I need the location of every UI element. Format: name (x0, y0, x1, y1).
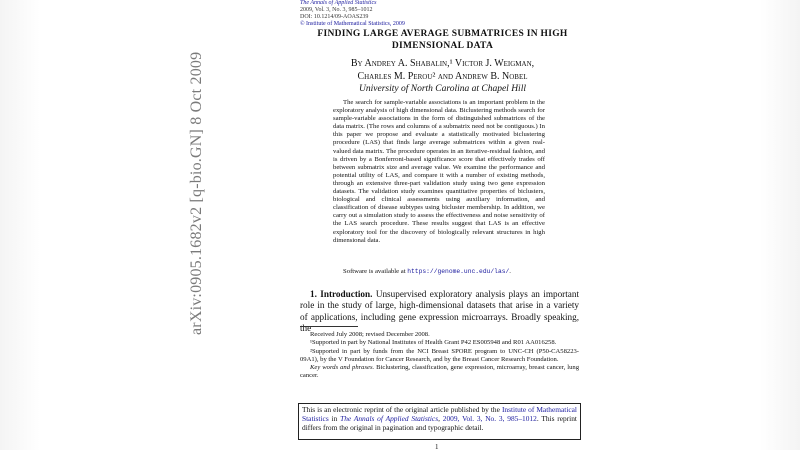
footnote-1: ¹Supported in part by National Institutes of Health Grant P42 ES005948 and R01 AA016258. (310, 339, 557, 347)
software-link[interactable]: https://genome.unc.edu/las/ (407, 268, 510, 275)
affiliation: University of North Carolina at Chapel Hill (359, 84, 526, 94)
intro-heading: 1. Introduction. (310, 289, 373, 299)
reprint-suffix: . This reprint differs from the original in pagination and typographic detail. (302, 414, 577, 433)
intro-text: Unsupervised exploratory analysis plays an important role in the study of large, high-dimensional datasets that arise in a variety of applications, including gene expression microarrays. Broadly speaking, the (300, 289, 579, 333)
keywords-text: Biclustering, classification, gene expression, microarray, breast cancer, lung cancer. (300, 364, 579, 380)
arxiv-stamp: arXiv:0905.1682v2 [q-bio.GN] 8 Oct 2009 (188, 51, 205, 335)
reprint-volume-link[interactable]: 2009, Vol. 3, No. 3, 985–1012 (442, 414, 537, 424)
software-availability (343, 268, 543, 275)
reprint-in: in (328, 414, 341, 424)
title-line-1: FINDING LARGE AVERAGE SUBMATRICES IN HIGH (317, 29, 568, 39)
journal-name[interactable]: The Annals of Applied Statistics (300, 0, 377, 6)
reprint-comma: , (438, 414, 440, 424)
page-number: 1 (435, 443, 439, 451)
reprint-prefix: This is an electronic reprint of the original article published by the (302, 405, 500, 414)
title-line-2: DIMENSIONAL DATA (391, 41, 494, 51)
software-suffix: . (509, 268, 511, 275)
reprint-ims-link[interactable]: Institute of Mathematical Statistics (302, 405, 577, 424)
software-prefix: Software is available at (343, 268, 408, 275)
introduction-paragraph (300, 289, 579, 334)
reprint-journal-link[interactable]: The Annals of Applied Statistics (340, 414, 439, 424)
authors-line-1: By Andrey A. Shabalin,¹ Victor J. Weigman, (350, 58, 535, 69)
journal-copyright[interactable]: © Institute of Mathematical Statistics, 2009 (300, 21, 405, 27)
keywords-label: Key words and phrases. (310, 364, 375, 372)
footnotes (300, 331, 579, 381)
paper-title (300, 28, 585, 52)
received-note: Received July 2008; revised December 2008. (310, 331, 430, 338)
authors-line-2: Charles M. Perou² and Andrew B. Nobel (357, 70, 528, 82)
journal-header (300, 0, 405, 28)
abstract: The search for sample-variable associations is an important problem in the exploratory analysis of high dimensional data. Biclustering methods search for sample-variable associations in the form of distinguished submatrices of the data matrix. (The rows and columns of a submatrix need not be contiguous.) In this paper we propose and evaluate a statistically motivated biclustering procedure (LAS) that finds large average submatrices within a given real-valued data matrix. The procedure operates in an iterative-residual fashion, and is driven by a Bonferroni-based significance score that effectively trades off between submatrix size and average value. We examine the performance and potential utility of LAS, and compare it with a number of existing methods, through an extensive three-part validation study using two gene expression datasets. The validation study examines quantitative properties of biclusters, biological and clinical assessments using auxiliary information, and classification of disease subtypes using bicluster membership. In addition, we carry out a simulation study to assess the effectiveness and noise sensitivity of the LAS search procedure. These results suggest that LAS is an effective exploratory tool for the discovery of biologically relevant structures in high dimensional data. (333, 99, 545, 244)
journal-doi[interactable]: DOI: 10.1214/09-AOAS239 (300, 14, 369, 20)
author-list (300, 58, 585, 83)
footnote-rule (300, 326, 358, 327)
reprint-notice (298, 403, 581, 440)
journal-volume: 2009, Vol. 3, No. 3, 985–1012 (300, 7, 373, 13)
footnote-2: ²Supported in part by funds from the NCI Breast SPORE program to UNC-CH (P50-CA58223-09A1), by the V Foundation for Cancer Research, and by the Breast Cancer Research Foundation. (300, 347, 579, 363)
keywords (300, 364, 579, 381)
